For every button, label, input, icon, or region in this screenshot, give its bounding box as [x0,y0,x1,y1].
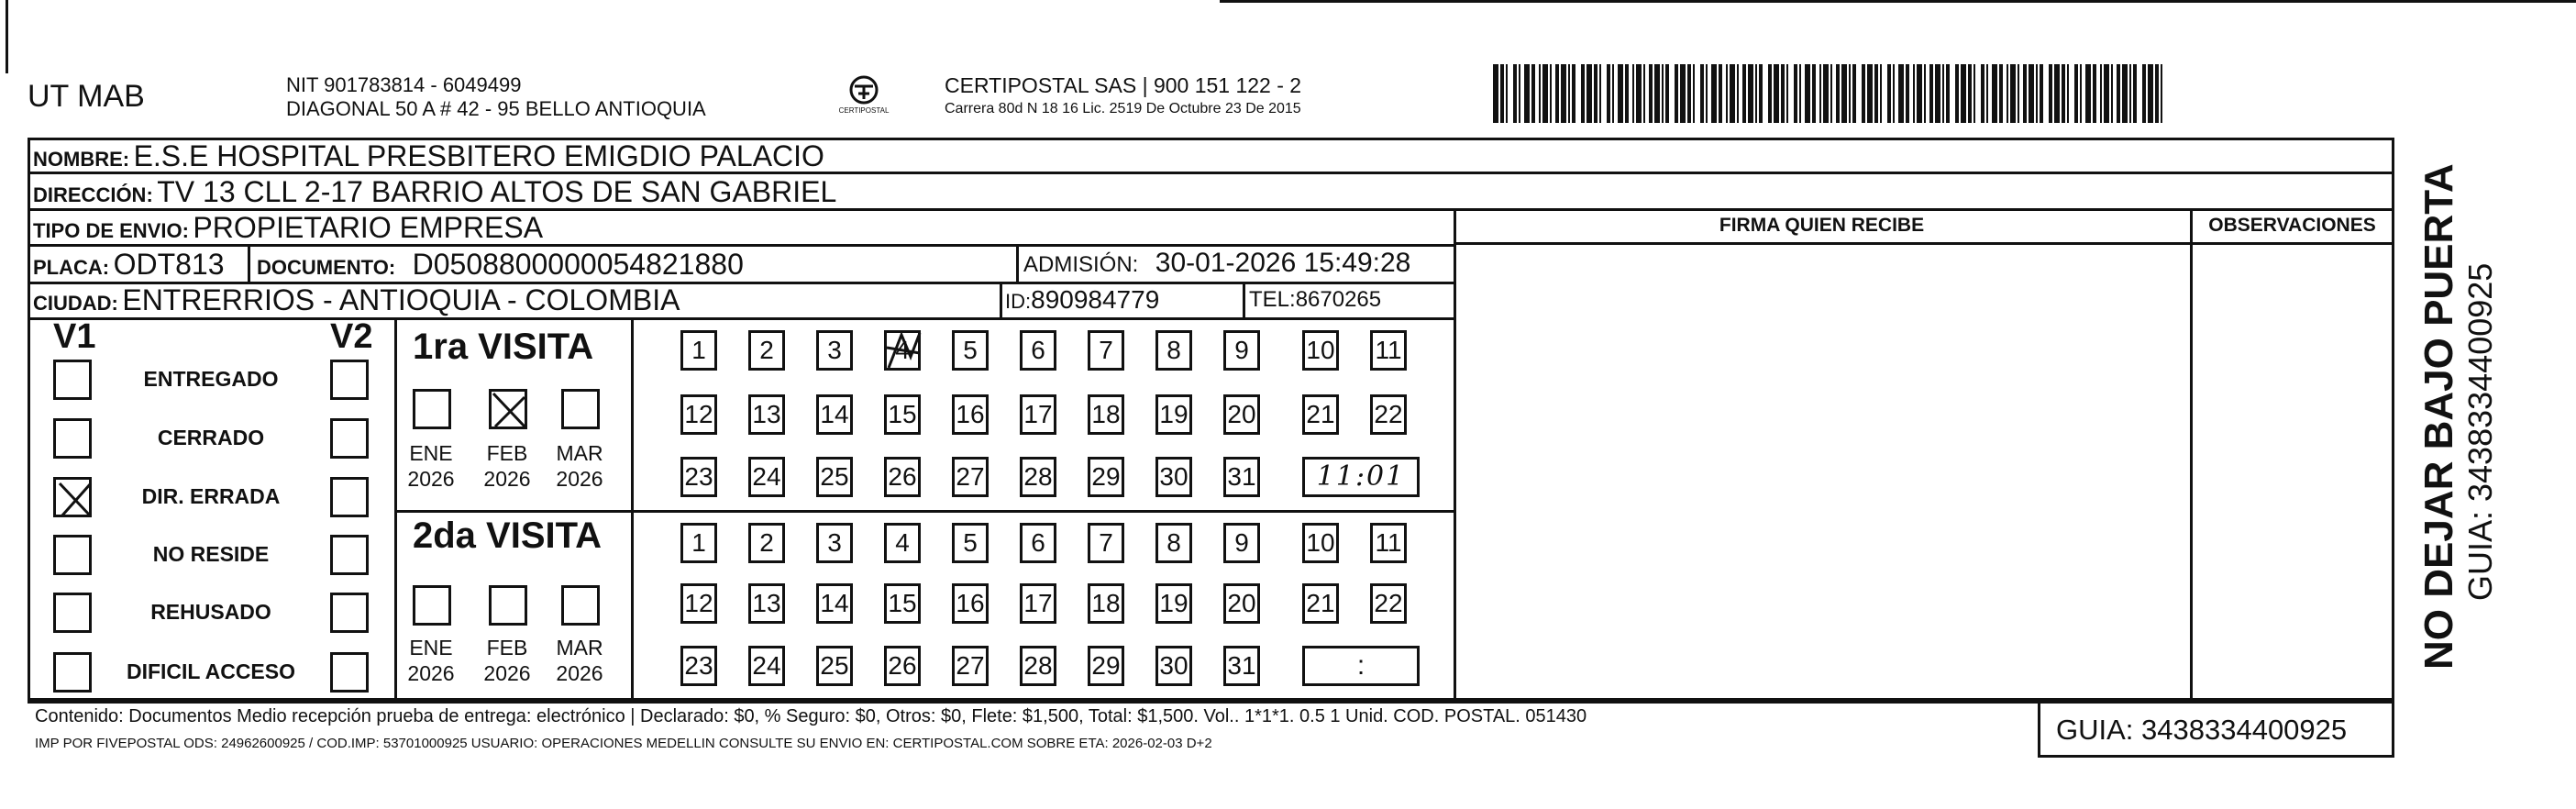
barcode-bar [2161,64,2162,123]
barcode-bar [2036,64,2038,123]
barcode-bar [1643,64,1645,123]
barcode-bar [1726,64,1728,123]
v2-checkbox[interactable] [330,593,369,633]
day-box[interactable]: 31 [1223,646,1260,686]
company-address: DIAGONAL 50 A # 42 - 95 BELLO ANTIOQUIA [286,97,706,120]
day-box[interactable]: 3 [816,523,853,563]
day-box[interactable]: 18 [1088,583,1124,624]
check-mark-icon [56,480,94,520]
day-box[interactable]: 17 [1020,394,1056,435]
barcode-bar [1519,64,1520,123]
barcode-bar [1568,64,1570,123]
col-placa-split [248,244,250,282]
carrier-name: CERTIPOSTAL SAS | 900 151 122 - 2 [945,73,1302,97]
barcode-bar [1893,64,1895,123]
day-box[interactable]: 23 [680,646,717,686]
v1-header: V1 [53,317,96,356]
barcode-bar [1524,64,1530,123]
month-year: 2026 [407,661,455,685]
barcode-bar [1513,64,1517,123]
barcode-bar [1693,64,1695,123]
visit-divider-line [394,510,1454,513]
barcode-bar [1625,64,1629,123]
ciudad-row [33,283,680,317]
barcode-bar [1955,64,1959,123]
barcode-bar [1992,64,1997,123]
day-box[interactable]: 15 [884,583,921,624]
visit2-title: 2da VISITA [413,515,602,556]
month-checkbox[interactable] [413,389,451,429]
day-box[interactable]: 5 [952,523,989,563]
v1-checkbox[interactable] [53,593,92,633]
day-box[interactable]: 11 [1370,523,1407,563]
day-box[interactable]: 10 [1302,523,1339,563]
left-edge-line [6,0,8,73]
time-box[interactable] [1302,457,1420,497]
month-checkbox[interactable] [561,585,600,626]
barcode-bar [1680,64,1686,123]
month-name: FEB [486,636,528,659]
col-tel-split [1243,282,1245,317]
barcode-bar [1500,64,1504,123]
day-box[interactable]: 30 [1155,646,1192,686]
day-box[interactable]: 25 [816,457,853,497]
barcode-bar [1665,64,1669,123]
barcode-bar [1730,64,1735,123]
barcode-bar [1506,64,1508,123]
documento-row [257,248,744,282]
barcode-bar [1935,64,1940,123]
day-box[interactable]: 29 [1088,457,1124,497]
barcode-bar [2067,64,2069,123]
barcode-bar [2054,64,2060,123]
barcode-bar [1841,64,1847,123]
day-box[interactable]: 24 [748,646,785,686]
month-label [402,635,460,686]
barcode-bar [2093,64,2096,123]
month-name: MAR [556,441,603,465]
month-name: ENE [409,441,453,465]
barcode-bar [1906,64,1909,123]
day-box[interactable]: 2 [748,330,785,371]
logo-caption: CERTIPOSTAL [838,106,890,115]
day-box[interactable]: 18 [1088,394,1124,435]
col-admision-split [1016,244,1019,282]
barcode-bar [1786,64,1788,123]
placa-row [33,248,225,282]
day-box[interactable]: 30 [1155,457,1192,497]
month-label [478,635,536,686]
placa-value: ODT813 [113,248,225,281]
barcode-bar [1805,64,1810,123]
barcode-bar [2133,64,2137,123]
month-year: 2026 [556,661,603,685]
barcode-bar [1774,64,1779,123]
footer-guia: GUIA: 3438334400925 [2056,714,2348,746]
certipostal-logo-icon [836,73,891,119]
id-value: 890984779 [1031,285,1160,314]
v1-checkbox[interactable] [53,652,92,693]
time-placeholder: : [1356,650,1365,681]
month-year: 2026 [407,467,455,491]
day-box[interactable]: 12 [680,394,717,435]
day-box[interactable]: 19 [1155,394,1192,435]
direccion-value: TV 13 CLL 2-17 BARRIO ALTOS DE SAN GABRIEL [157,175,837,208]
v1-checkbox[interactable] [53,360,92,400]
admision-label: ADMISIÓN: [1023,252,1139,277]
barcode-bar [1587,64,1592,123]
col-status-right [394,317,397,701]
barcode-bar [1917,64,1922,123]
day-box[interactable]: 1 [680,523,717,563]
id-row [1005,285,1159,315]
day-box[interactable]: 11 [1370,330,1407,371]
barcode-bar [1555,64,1559,123]
status-label: DIR. ERRADA [141,484,281,508]
barcode-bar [1862,64,1865,123]
barcode-bar [1929,64,1933,123]
barcode-bar [1852,64,1856,123]
barcode-bar [1493,64,1498,123]
day-box[interactable]: 1 [680,330,717,371]
nombre-label: NOMBRE: [33,148,130,171]
day-box[interactable]: 9 [1223,330,1260,371]
barcode-bar [2007,64,2008,123]
barcode-bar [1924,64,1926,123]
admision-row [1023,248,1410,279]
day-box[interactable]: 16 [952,583,989,624]
barcode-bar [1913,64,1915,123]
nombre-value: E.S.E HOSPITAL PRESBITERO EMIGDIO PALACIO [133,139,824,172]
barcode-bar [2085,64,2091,123]
barcode-bar [2010,64,2016,123]
barcode-bar [1654,64,1660,123]
company-name: UT MAB [28,79,145,114]
month-checkbox[interactable] [489,389,527,429]
day-box[interactable]: 7 [1088,330,1124,371]
side-warning: NO DEJAR BAJO PUERTA [2416,163,2461,670]
barcode-bar [1618,64,1623,123]
ciudad-value: ENTRERRIOS - ANTIOQUIA - COLOMBIA [122,283,680,316]
barcode-bar [1799,64,1801,123]
barcode-bar [1737,64,1739,123]
day-box[interactable]: 23 [680,457,717,497]
barcode-bar [1748,64,1753,123]
day-box[interactable]: 4 [884,330,921,371]
day-box[interactable]: 25 [816,646,853,686]
col-id-split [1000,282,1002,317]
day-box[interactable]: 28 [1020,457,1056,497]
barcode-bar [2155,64,2159,123]
day-box[interactable]: 15 [884,394,921,435]
observaciones-label: OBSERVACIONES [2208,215,2376,236]
v2-checkbox[interactable] [330,477,369,517]
ciudad-label: CIUDAD: [33,292,118,315]
barcode-bar [1968,64,1972,123]
day-box[interactable]: 21 [1302,583,1339,624]
barcode-bar [1986,64,1988,123]
barcode-bar [1836,64,1840,123]
barcode-bar [1706,64,1708,123]
day-box[interactable]: 12 [680,583,717,624]
barcode-bar [1599,64,1601,123]
col-month-right [631,317,634,701]
time-box[interactable] [1302,646,1420,686]
month-checkbox[interactable] [413,585,451,626]
barcode-bar [1849,64,1851,123]
day-box[interactable]: 31 [1223,457,1260,497]
day-box[interactable]: 7 [1088,523,1124,563]
footer-imp: IMP POR FIVEPOSTAL ODS: 24962600925 / COD.IMP: 53701000925 USUARIO: OPERACIONES MEDELLIN CONSULTE SU ENVIO EN: CERTIPOSTAL.COM SOBRE ETA: 2026-02-03 D+2 [35,736,1212,751]
day-box[interactable]: 26 [884,457,921,497]
documento-label: DOCUMENTO: [257,256,396,279]
month-name: MAR [556,636,603,659]
day-box[interactable]: 19 [1155,583,1192,624]
tel-value: 8670265 [1295,287,1382,312]
month-label [550,635,609,686]
barcode-bar [1981,64,1985,123]
day-box[interactable]: 20 [1223,583,1260,624]
barcode-bar [1539,64,1541,123]
barcode-bar [1755,64,1757,123]
barcode-bar [2080,64,2082,123]
footer-contenido: Contenido: Documentos Medio recepción prueba de entrega: electrónico | Declarado: $0, % Seguro: $0, Otros: $0, Flete: $1,500, Total: $1,500. Vol.. 1*1*1. 0.5 1 Unid. COD. POSTAL. 051430 [35,706,1587,726]
barcode-bar [1999,64,2003,123]
day-box[interactable]: 29 [1088,646,1124,686]
barcode-bar [2018,64,2019,123]
barcode-bar [2049,64,2052,123]
day-box[interactable]: 6 [1020,523,1056,563]
barcode-bar [1675,64,1678,123]
v2-checkbox[interactable] [330,360,369,400]
day-box[interactable]: 8 [1155,330,1192,371]
day-box[interactable]: 17 [1020,583,1056,624]
v1-checkbox[interactable] [53,535,92,575]
barcode-bar [1819,64,1821,123]
barcode-bar [1572,64,1575,123]
day-box[interactable]: 2 [748,523,785,563]
tel-label: TEL: [1249,287,1296,312]
barcode-bar [1794,64,1797,123]
day-box[interactable]: 14 [816,394,853,435]
barcode-bar [1823,64,1829,123]
day-box[interactable]: 16 [952,394,989,435]
month-year: 2026 [556,467,603,491]
month-label [478,440,536,492]
day-box[interactable]: 6 [1020,330,1056,371]
barcode-bar [1759,64,1763,123]
col-obs-left [2190,208,2193,701]
barcode-bar [1898,64,1904,123]
barcode-bar [2111,64,2113,123]
month-year: 2026 [483,467,531,491]
status-label: NO RESIDE [152,542,270,566]
barcode-bar [2148,64,2153,123]
barcode-bar [1961,64,1966,123]
top-edge-line [1220,0,2576,3]
day-box[interactable]: 20 [1223,394,1260,435]
status-label: ENTREGADO [143,367,279,391]
day-box[interactable]: 26 [884,646,921,686]
barcode-bar [1781,64,1785,123]
barcode-bar [1867,64,1873,123]
barcode-bar [2117,64,2120,123]
v2-checkbox[interactable] [330,535,369,575]
day-box[interactable]: 22 [1370,394,1407,435]
barcode-bar [1687,64,1691,123]
side-guia: GUIA: 3438334400925 [2461,262,2499,601]
barcode-bar [1880,64,1882,123]
tipo-row [33,211,543,245]
barcode-bar [1594,64,1598,123]
barcode-bar [1742,64,1746,123]
barcode-bar [1874,64,1878,123]
barcode-bar [1531,64,1535,123]
day-box[interactable]: 8 [1155,523,1192,563]
company-nit: NIT 901783814 - 6049499 [286,73,522,96]
day-box[interactable]: 27 [952,457,989,497]
direccion-row [33,175,836,209]
barcode-bar [2100,64,2102,123]
time-handwritten: 11:01 [1316,460,1406,493]
barcode-bar [1830,64,1832,123]
barcode-bar [1711,64,1717,123]
barcode-bar [1973,64,1975,123]
v2-checkbox[interactable] [330,652,369,693]
day-box[interactable]: 27 [952,646,989,686]
scribble-mark-icon [883,329,923,373]
barcode-bar [1607,64,1610,123]
status-label: REHUSADO [150,600,271,624]
month-name: ENE [409,636,453,659]
barcode-bar [1649,64,1653,123]
barcode-bar [2129,64,2131,123]
month-label [402,440,460,492]
barcode-bar [1662,64,1664,123]
row-line-3b [1454,242,2394,245]
day-box[interactable]: 24 [748,457,785,497]
status-label: CERRADO [157,426,265,449]
row-line-5 [28,317,1454,320]
v1-checkbox[interactable] [53,418,92,459]
barcode [1493,64,2172,123]
barcode-bar [1561,64,1566,123]
day-box[interactable]: 10 [1302,330,1339,371]
visit1-title: 1ra VISITA [413,327,594,367]
barcode-bar [1700,64,1704,123]
check-mark-icon [492,392,526,428]
barcode-bar [1550,64,1552,123]
direccion-label: DIRECCIÓN: [33,183,153,206]
day-box[interactable]: 13 [748,583,785,624]
month-checkbox[interactable] [489,585,527,626]
day-box[interactable]: 22 [1370,583,1407,624]
day-box[interactable]: 4 [884,523,921,563]
v2-header: V2 [330,317,373,356]
nombre-row [33,139,824,173]
barcode-bar [1812,64,1816,123]
barcode-bar [1719,64,1722,123]
barcode-bar [1542,64,1548,123]
day-box[interactable]: 21 [1302,394,1339,435]
month-checkbox[interactable] [561,389,600,429]
month-name: FEB [486,441,528,465]
carrier-address: Carrera 80d N 18 16 Lic. 2519 De Octubre 23 De 2015 [945,101,1301,116]
day-box[interactable]: 28 [1020,646,1056,686]
day-box[interactable]: 3 [816,330,853,371]
barcode-bar [1632,64,1634,123]
month-year: 2026 [483,661,531,685]
barcode-bar [1581,64,1585,123]
day-box[interactable]: 14 [816,583,853,624]
month-label [550,440,609,492]
status-label: DIFICIL ACCESO [126,659,295,683]
barcode-bar [2023,64,2027,123]
day-box[interactable]: 5 [952,330,989,371]
barcode-bar [1636,64,1642,123]
admision-value: 30-01-2026 15:49:28 [1155,248,1411,278]
placa-label: PLACA: [33,256,110,279]
col-firma-left [1454,208,1456,701]
barcode-bar [2122,64,2128,123]
barcode-bar [1946,64,1950,123]
v2-checkbox[interactable] [330,418,369,459]
tipo-value: PROPIETARIO EMPRESA [193,211,544,244]
barcode-bar [2040,64,2043,123]
barcode-bar [2074,64,2078,123]
barcode-bar [2104,64,2109,123]
barcode-bar [1887,64,1891,123]
barcode-bar [1612,64,1614,123]
documento-value: D0508800000054821880 [412,248,744,281]
tipo-label: TIPO DE ENVIO: [33,219,189,242]
tel-row [1249,287,1381,313]
day-box[interactable]: 9 [1223,523,1260,563]
id-label: ID: [1005,290,1032,313]
barcode-bar [2142,64,2146,123]
barcode-bar [1768,64,1772,123]
firma-label: FIRMA QUIEN RECIBE [1719,215,1925,236]
v1-checkbox[interactable] [53,477,92,517]
barcode-bar [2029,64,2034,123]
day-box[interactable]: 13 [748,394,785,435]
barcode-bar [2062,64,2065,123]
barcode-bar [1942,64,1944,123]
